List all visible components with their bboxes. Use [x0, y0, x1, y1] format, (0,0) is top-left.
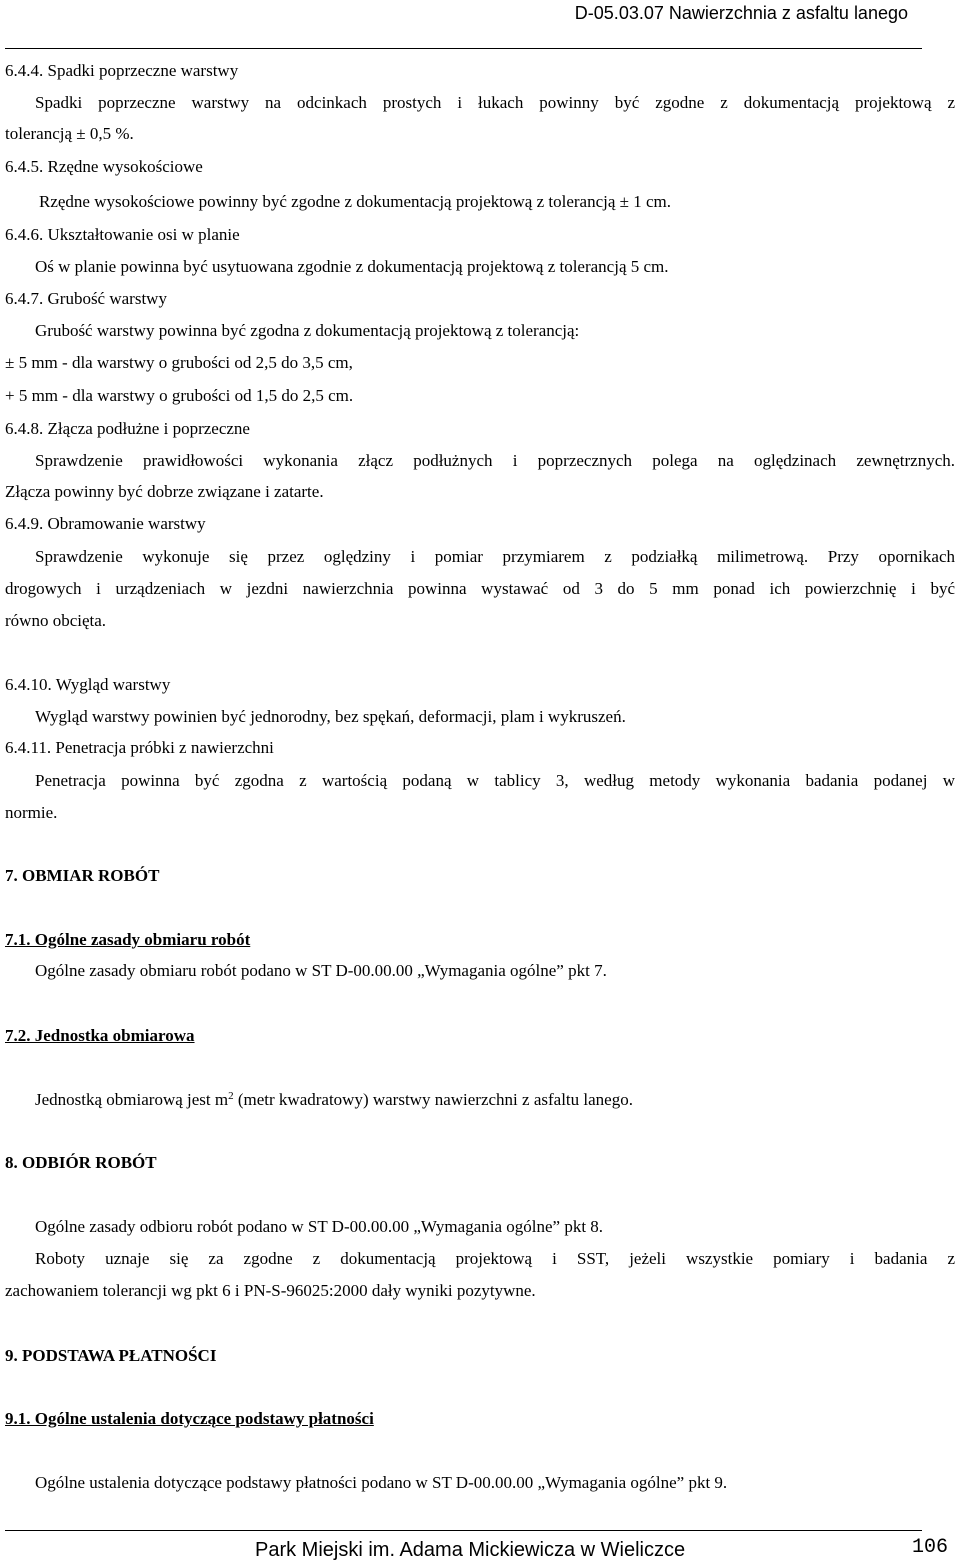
section-6-4-11-heading: 6.4.11. Penetracja próbki z nawierzchni [5, 738, 274, 757]
section-6-4-7-heading: 6.4.7. Grubość warstwy [5, 289, 167, 308]
section-6-4-10-heading: 6.4.10. Wygląd warstwy [5, 675, 171, 694]
section-8-text-line-1: Ogólne zasady odbioru robót podano w ST D-00.00.00 „Wymagania ogólne” pkt 8. [35, 1217, 604, 1236]
section-6-4-7-tolerance-2: + 5 mm - dla warstwy o grubości od 1,5 do 2,5 cm. [5, 386, 354, 405]
section-8-heading: 8. ODBIÓR ROBÓT [5, 1153, 157, 1172]
footer-place: Park Miejski im. Adama Mickiewicza w Wieliczce [255, 1539, 686, 1561]
section-6-4-5-text-line-1: Rzędne wysokościowe powinny być zgodne z dokumentacją projektową z tolerancją ± 1 cm. [39, 192, 671, 211]
section-6-4-9-text-line-3: równo obcięta. [5, 611, 107, 630]
footer-rule [5, 1530, 922, 1531]
section-6-4-6-text-line-1: Oś w planie powinna być usytuowana zgodnie z dokumentacją projektową z tolerancją 5 cm. [35, 257, 669, 276]
section-7-2-text-line-1 [35, 1089, 633, 1111]
section-9-1-heading: 9.1. Ogólne ustalenia dotyczące podstawy płatności [5, 1409, 374, 1428]
page-number: 106 [912, 1536, 949, 1559]
section-6-4-11-text-line-2: normie. [5, 803, 58, 822]
unit-superscript: 2 [228, 1090, 234, 1102]
section-6-4-4-text-line-2: tolerancją ± 0,5 %. [5, 124, 134, 143]
unit-text-end: (metr kwadratowy) warstwy nawierzchni z asfaltu lanego. [233, 1090, 633, 1109]
section-9-heading: 9. PODSTAWA PŁATNOŚCI [5, 1346, 217, 1365]
section-7-heading: 7. OBMIAR ROBÓT [5, 866, 160, 885]
section-6-4-10-text-line-1: Wygląd warstwy powinien być jednorodny, bez spękań, deformacji, plam i wykruszeń. [35, 707, 626, 726]
section-6-4-5-heading: 6.4.5. Rzędne wysokościowe [5, 157, 203, 176]
unit-text-start: Jednostką obmiarową jest m [35, 1090, 229, 1109]
section-6-4-7-tolerance-1: ± 5 mm - dla warstwy o grubości od 2,5 do 3,5 cm, [5, 353, 353, 372]
section-7-1-text-line-1: Ogólne zasady obmiaru robót podano w ST D-00.00.00 „Wymagania ogólne” pkt 7. [35, 961, 607, 980]
section-6-4-8-text-line-1: Sprawdzenie prawidłowości wykonania złącz podłużnych i poprzecznych polega na oględzinach zewnętrznych. [35, 451, 955, 470]
section-9-1-text-line-1: Ogólne ustalenia dotyczące podstawy płatności podano w ST D-00.00.00 „Wymagania ogólne” pkt 9. [35, 1473, 728, 1492]
section-6-4-7-text-line-1: Grubość warstwy powinna być zgodna z dokumentacją projektową z tolerancją: [35, 321, 580, 340]
section-6-4-9-text-line-1: Sprawdzenie wykonuje się przez oględziny i pomiar przymiarem z podziałką milimetrową. Przy opornikach [35, 547, 955, 566]
section-7-2-heading: 7.2. Jednostka obmiarowa [5, 1026, 195, 1045]
header-rule [5, 48, 922, 49]
section-6-4-11-text-line-1: Penetracja powinna być zgodna z wartością podaną w tablicy 3, według metody wykonania badania podanej w [35, 771, 955, 790]
section-8-text-line-2: Roboty uznaje się za zgodne z dokumentacją projektową i SST, jeżeli wszystkie pomiary i badania z [35, 1249, 955, 1268]
section-6-4-6-heading: 6.4.6. Ukształtowanie osi w planie [5, 225, 240, 244]
section-6-4-4-heading: 6.4.4. Spadki poprzeczne warstwy [5, 61, 239, 80]
header-title: D-05.03.07 Nawierzchnia z asfaltu lanego [574, 3, 908, 23]
section-6-4-8-heading: 6.4.8. Złącza podłużne i poprzeczne [5, 419, 250, 438]
section-6-4-9-heading: 6.4.9. Obramowanie warstwy [5, 514, 206, 533]
section-7-1-heading: 7.1. Ogólne zasady obmiaru robót [5, 930, 251, 949]
section-8-text-line-3: zachowaniem tolerancji wg pkt 6 i PN-S-96025:2000 dały wyniki pozytywne. [5, 1281, 536, 1300]
section-6-4-8-text-line-2: Złącza powinny być dobrze związane i zatarte. [5, 482, 324, 501]
section-6-4-4-text-line-1: Spadki poprzeczne warstwy na odcinkach prostych i łukach powinny być zgodne z dokumentacją projektową z [35, 93, 955, 112]
section-6-4-9-text-line-2: drogowych i urządzeniach w jezdni nawierzchnia powinna wystawać od 3 do 5 mm ponad ich powierzchnię i być [5, 579, 955, 598]
